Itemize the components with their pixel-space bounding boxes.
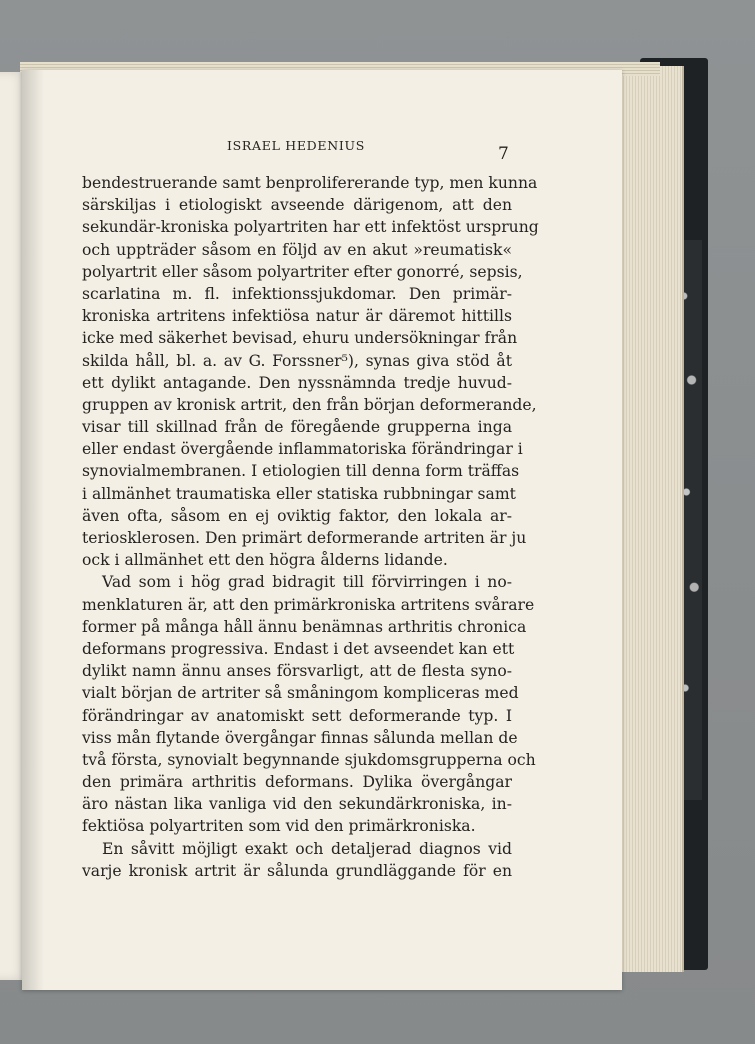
- text-line: teriosklerosen. Den primärt deformerande artriten är ju: [82, 529, 527, 547]
- text-line: sekundär-kroniska polyartriten har ett infektöst ursprung: [82, 218, 539, 237]
- text-line: varje kronisk artrit är sålunda grundläggande för en: [82, 861, 512, 880]
- page-number: 7: [498, 144, 509, 164]
- text-line: fektiösa polyartriten som vid den primärkroniska.: [82, 817, 476, 836]
- body-text: [82, 172, 539, 882]
- text-line: dylikt namn ännu anses försvarligt, att de flesta syno-: [82, 662, 512, 681]
- text-line: förändringar av anatomiskt sett deformerande typ. I: [82, 706, 512, 725]
- text-line: äro nästan lika vanliga vid den sekundärkroniska, in-: [82, 795, 512, 814]
- text-line: deformans progressiva. Endast i det avseendet kan ett: [82, 639, 515, 658]
- text-line: ett dylikt antagande. Den nyssnämnda tredje huvud-: [82, 373, 512, 392]
- text-line: En såvitt möjligt exakt och detaljerad diagnos vid: [102, 839, 512, 858]
- text-line: även ofta, såsom en ej oviktig faktor, den lokala ar-: [82, 506, 512, 525]
- text-line: bendestruerande samt benprolifererande typ, men kunna: [82, 174, 538, 192]
- text-line: Vad som i hög grad bidragit till förvirringen i no-: [102, 573, 512, 592]
- text-line: och uppträder såsom en följd av en akut »reumatisk«: [82, 240, 512, 259]
- text-line: former på många håll ännu benämnas arthritis chronica: [82, 617, 527, 636]
- text-line: vialt början de artriter så småningom kompliceras med: [82, 684, 519, 703]
- text-line: eller endast övergående inflammatoriska förändringar i: [82, 440, 523, 459]
- book-page: [22, 70, 622, 990]
- text-line: visar till skillnad från de föregående grupperna inga: [82, 418, 512, 437]
- text-line: menklaturen är, att den primärkroniska artritens svårare: [82, 595, 535, 614]
- running-head: ISRAEL HEDENIUS: [227, 138, 365, 153]
- text-line: kroniska artritens infektiösa natur är däremot hittills: [82, 307, 512, 326]
- text-line: två första, synovialt begynnande sjukdomsgrupperna och: [82, 750, 536, 769]
- text-line: skilda håll, bl. a. av G. Forssner⁵), synas giva stöd åt: [82, 351, 512, 370]
- text-line: scarlatina m. fl. infektionssjukdomar. Den primär-: [82, 284, 512, 303]
- text-line: gruppen av kronisk artrit, den från början deformerande,: [82, 395, 537, 414]
- text-line: särskiljas i etiologiskt avseende därigenom, att den: [82, 196, 512, 215]
- text-line: synovialmembranen. I etiologien till denna form träffas: [82, 462, 520, 481]
- text-line: viss mån flytande övergångar finnas sålunda mellan de: [82, 728, 518, 747]
- text-line: icke med säkerhet bevisad, ehuru undersökningar från: [82, 329, 518, 348]
- text-line: ock i allmänhet ett den högra ålderns lidande.: [82, 551, 448, 570]
- text-line: polyartrit eller såsom polyartriter efter gonorré, sepsis,: [82, 262, 523, 281]
- text-line: den primära arthritis deformans. Dylika övergångar: [82, 773, 512, 792]
- text-line: i allmänhet traumatiska eller statiska rubbningar samt: [82, 484, 516, 503]
